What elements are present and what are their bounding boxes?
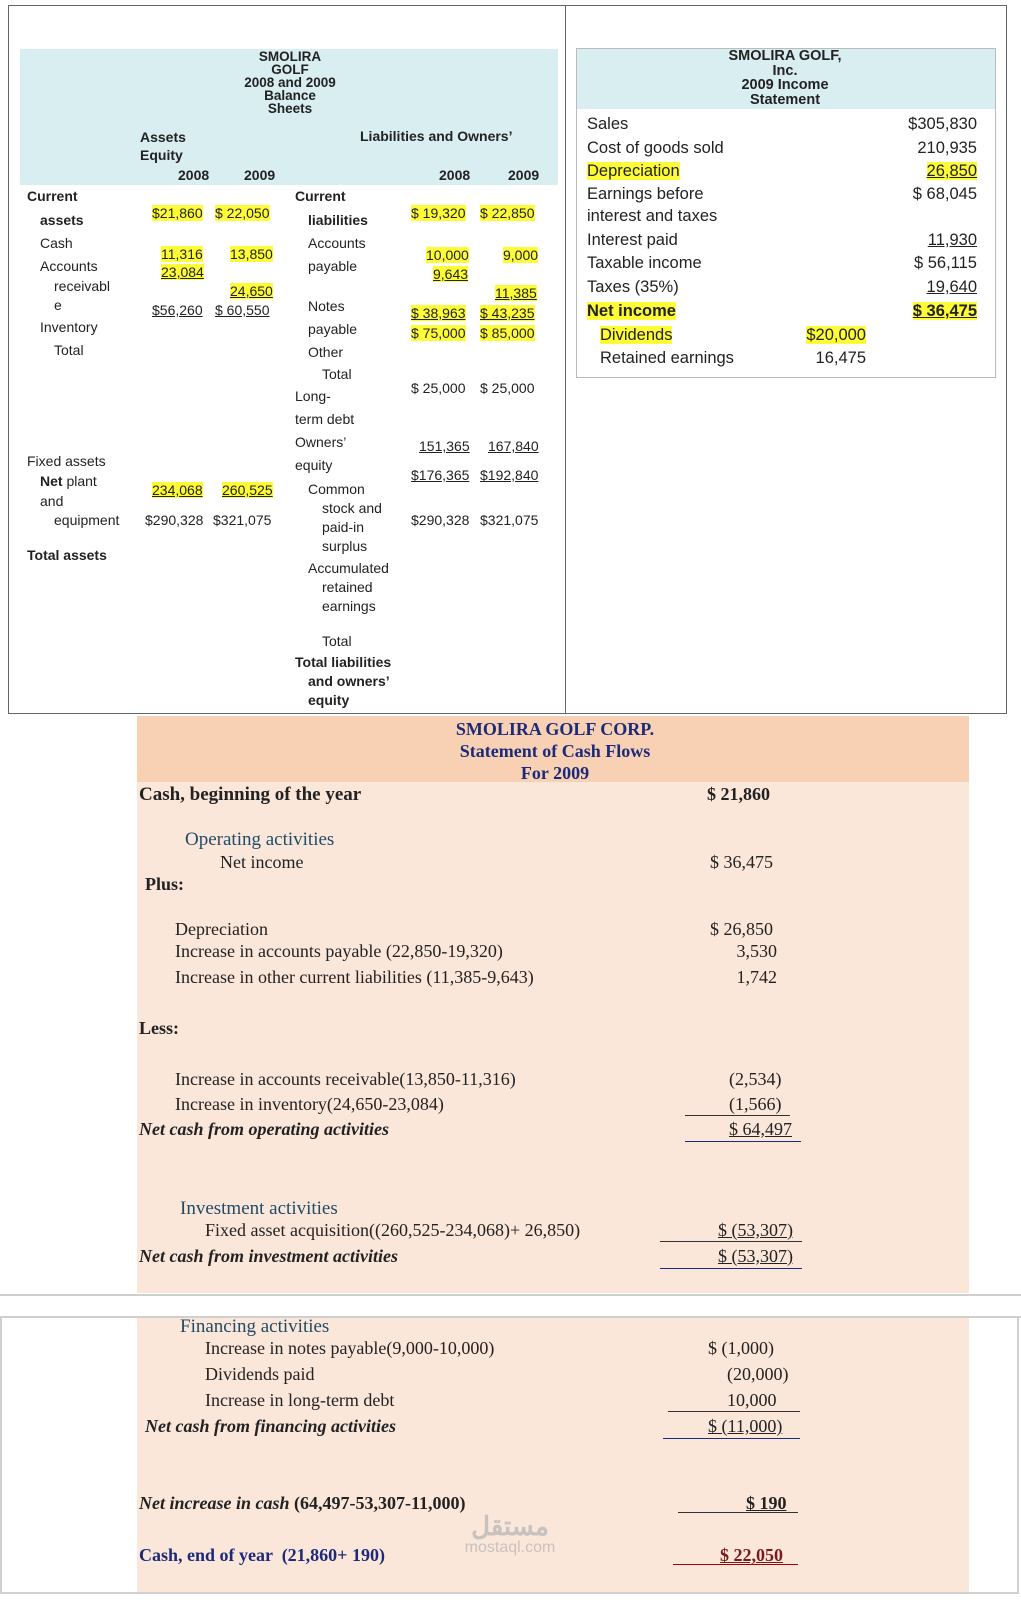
bs-title-1: SMOLIRA	[258, 49, 322, 64]
bs-r-and-owners: and owners’	[308, 673, 390, 689]
cf-plus-label: Plus:	[145, 874, 185, 894]
cf-net-increase-formula: (64,497-53,307-11,000)	[289, 1493, 466, 1513]
separator-band-1	[0, 1294, 1021, 1318]
bs-total-2009: $ 60,550	[215, 302, 270, 318]
bs-np-2008: 10,000	[426, 247, 469, 263]
bs-equipment-label: equipment	[54, 512, 120, 528]
cf-investment-header: Investment activities	[180, 1198, 338, 1219]
is-depreciation-value: 26,850	[926, 162, 977, 180]
is-title-3: 2009 Income	[741, 77, 829, 93]
bs-npe-2008: 234,068	[152, 482, 203, 498]
bs-re-2009: 167,840	[488, 438, 539, 454]
is-dividends-value: $20,000	[806, 326, 866, 344]
cf-cash-end-value: $ 22,050	[720, 1545, 783, 1565]
bs-ap-2009: $ 22,850	[480, 205, 535, 221]
cf-line-4	[660, 1268, 802, 1269]
cf-fixed-asset-value: $ (53,307)	[718, 1220, 793, 1240]
bs-r-total: Total	[322, 366, 352, 382]
cf-net-operating-label: Net cash from operating activities	[139, 1119, 389, 1139]
is-taxes-value: 19,640	[926, 278, 977, 296]
bs-r-total-liab: Total liabilities	[295, 654, 392, 670]
watermark-latin: mostaql.com	[464, 1539, 556, 1556]
bs-year-2008-right: 2008	[439, 167, 471, 183]
is-cogs-value: 210,935	[917, 139, 977, 157]
bs-r-stock-and: stock and	[322, 500, 382, 516]
bs-other-2008: 9,643	[433, 266, 469, 282]
bs-accounts-label: Accounts	[40, 258, 98, 274]
bs-net-plant-label	[40, 473, 97, 489]
bs-r-long: Long-	[295, 388, 331, 404]
bs-r-retained: retained	[322, 579, 373, 595]
bs-year-2009-left: 2009	[244, 167, 276, 183]
cf-cash-end-row	[139, 1545, 385, 1566]
bs-assets-sub-label: assets	[40, 212, 84, 228]
is-ebit-label-2: interest and taxes	[587, 207, 718, 225]
bs-r-accumulated: Accumulated	[308, 560, 389, 576]
is-sales-value: $305,830	[908, 115, 977, 133]
bs-year-2008-left: 2008	[178, 167, 210, 183]
bs-r-term-debt: term debt	[295, 411, 355, 427]
cf-cash-begin-label: Cash, beginning of the year	[139, 784, 362, 805]
cf-depreciation-label: Depreciation	[175, 919, 268, 939]
bs-cash-label: Cash	[40, 235, 73, 251]
bs-npe-2009: 260,525	[222, 482, 273, 498]
bs-ar-2008: 11,316	[161, 246, 203, 262]
is-ebit-value: $ 68,045	[912, 185, 977, 203]
bs-r-accounts: Accounts	[308, 235, 366, 251]
watermark-arabic: مستقل	[471, 1511, 549, 1541]
bs-oe-2009: $192,840	[480, 467, 539, 483]
bs-title-2: GOLF	[271, 62, 309, 77]
bs-r-other: Other	[308, 344, 344, 360]
bs-fixed-assets-label: Fixed assets	[27, 453, 106, 469]
bs-title-3: 2008 and 2009	[244, 75, 336, 90]
cf-title-1: SMOLIRA GOLF CORP.	[455, 719, 655, 739]
is-retained-value: 16,475	[815, 349, 866, 367]
is-title-2: Inc.	[772, 62, 798, 79]
bs-e-label: e	[54, 297, 62, 313]
bs-ta-2008: $290,328	[145, 512, 204, 528]
cf-net-financing-value: $ (11,000)	[708, 1416, 783, 1436]
cf-dividends-value: (20,000)	[727, 1364, 789, 1384]
bs-cash-2009: $ 22,050	[215, 205, 270, 221]
cf-title-2: Statement of Cash Flows	[459, 741, 651, 761]
cf-line-1	[685, 1115, 790, 1116]
cf-net-income-label: Net income	[220, 852, 304, 872]
bs-ltd-2009: $ 85,000	[480, 325, 535, 341]
cf-less-label: Less:	[139, 1018, 179, 1038]
cf-financing-header: Financing activities	[180, 1316, 330, 1337]
bs-net-word: Net	[40, 473, 63, 489]
bs-total-assets-label: Total assets	[27, 547, 107, 563]
cf-ltd-increase-label: Increase in long-term debt	[205, 1390, 395, 1410]
bs-r-equity: equity	[295, 457, 333, 473]
cf-net-income-value: $ 36,475	[710, 852, 773, 872]
bs-r-notes: Notes	[308, 298, 345, 314]
bs-inventory-label: Inventory	[40, 319, 98, 335]
watermark	[440, 1512, 580, 1556]
bs-np-2009: 9,000	[503, 247, 539, 263]
bs-oe-2008: $176,365	[411, 467, 470, 483]
cf-title-3: For 2009	[520, 763, 590, 783]
cf-operating-header: Operating activities	[185, 829, 335, 850]
is-cogs-label: Cost of goods sold	[587, 139, 724, 157]
bs-r-total2: Total	[322, 633, 352, 649]
cf-dividends-label: Dividends paid	[205, 1364, 315, 1384]
bs-r-surplus: surplus	[322, 538, 368, 554]
cf-ar-increase-label: Increase in accounts receivable(13,850-11,316)	[175, 1069, 516, 1089]
bs-inv-2009: 24,650	[230, 283, 273, 299]
cf-line-6	[663, 1438, 800, 1439]
cf-depreciation-value: $ 26,850	[710, 919, 773, 939]
bs-ltotal-2009: $ 43,235	[480, 305, 535, 321]
is-retained-label: Retained earnings	[600, 349, 734, 367]
is-ebit-label-1: Earnings before	[587, 185, 704, 203]
cf-net-financing-label: Net cash from financing activities	[145, 1416, 396, 1436]
cf-net-increase-row	[139, 1493, 465, 1514]
bs-r-current: Current	[295, 188, 346, 204]
bs-r-liabilities: liabilities	[308, 212, 368, 228]
bs-and-label: and	[40, 493, 64, 509]
is-net-income-label: Net income	[587, 302, 676, 320]
bs-receivabl-label: receivabl	[54, 278, 111, 294]
cf-cash-end-formula: (21,860+ 190)	[272, 1545, 385, 1565]
bs-title-5: Sheets	[267, 101, 313, 116]
bs-r-earnings: earnings	[322, 598, 376, 614]
bs-tle-2009: $321,075	[480, 512, 539, 528]
bs-inv-2008: 23,084	[161, 264, 204, 280]
bs-cs-2008: $ 25,000	[411, 380, 466, 396]
cf-line-3	[660, 1241, 802, 1242]
cf-net-investment-value: $ (53,307)	[718, 1246, 793, 1266]
cf-ltd-increase-value: 10,000	[727, 1390, 777, 1410]
bs-ta-2009: $321,075	[213, 512, 272, 528]
is-taxable-value: $ 56,115	[913, 254, 977, 272]
is-taxable-label: Taxable income	[587, 254, 702, 272]
cf-cash-end-label: Cash, end of year	[139, 1545, 273, 1565]
bs-total-2008: $56,260	[152, 302, 203, 318]
bs-tle-2008: $290,328	[411, 512, 470, 528]
bs-ar-2009: 13,850	[230, 246, 273, 262]
bs-current-label: Current	[27, 188, 78, 204]
bs-r-equity2: equity	[308, 692, 350, 708]
bs-title-4: Balance	[264, 88, 316, 103]
is-title-4: Statement	[749, 91, 821, 108]
cf-line-2	[685, 1141, 801, 1142]
bs-r-owners: Owners’	[295, 434, 347, 450]
cf-ocl-increase-value: 1,742	[736, 967, 777, 987]
cf-cash-begin-value: $ 21,860	[707, 784, 770, 804]
bs-year-2009-right: 2009	[508, 167, 540, 183]
cf-inv-increase-value: (1,566)	[729, 1094, 782, 1114]
cf-net-increase-label: Net increase in cash	[139, 1493, 290, 1513]
is-sales-label: Sales	[587, 115, 629, 133]
bs-r-common: Common	[308, 481, 365, 497]
cf-ar-increase-value: (2,534)	[729, 1069, 782, 1089]
is-dividends-label: Dividends	[600, 326, 673, 344]
bs-ltotal-2008: $ 38,963	[411, 305, 466, 321]
cf-inv-increase-label: Increase in inventory(24,650-23,084)	[175, 1094, 444, 1114]
is-net-income-value: $ 36,475	[912, 302, 977, 320]
cf-line-5	[668, 1411, 800, 1412]
is-interest-label: Interest paid	[587, 231, 678, 249]
bs-cs-2009: $ 25,000	[480, 380, 535, 396]
bs-liabilities-header: Liabilities and Owners’	[360, 128, 513, 144]
is-interest-value: 11,930	[927, 231, 977, 249]
cf-np-increase-label: Increase in notes payable(9,000-10,000)	[205, 1338, 495, 1358]
bs-r-payable2: payable	[308, 321, 358, 337]
cf-net-operating-value: $ 64,497	[729, 1119, 792, 1139]
cf-ap-increase-label: Increase in accounts payable (22,850-19,320)	[175, 941, 503, 961]
cf-net-increase-value: $ 190	[746, 1493, 787, 1513]
bs-assets-label: Assets	[140, 129, 186, 145]
bs-ltd-2008: $ 75,000	[411, 325, 466, 341]
bs-total-label: Total	[54, 342, 84, 358]
bs-equity-label: Equity	[140, 147, 183, 163]
is-taxes-label: Taxes (35%)	[587, 278, 679, 296]
cf-net-investment-label: Net cash from investment activities	[139, 1246, 398, 1266]
bs-r-paid-in: paid-in	[322, 519, 365, 535]
cf-ap-increase-value: 3,530	[736, 941, 777, 961]
bs-plant-word: plant	[62, 473, 97, 489]
is-title-1: SMOLIRA GOLF,	[728, 48, 842, 64]
bs-cash-2008: $21,860	[152, 205, 203, 221]
cf-np-increase-value: $ (1,000)	[708, 1338, 774, 1358]
bs-ap-2008: $ 19,320	[411, 205, 466, 221]
bs-re-2008: 151,365	[419, 438, 470, 454]
is-depreciation-label: Depreciation	[587, 162, 680, 180]
bs-other-2009: 11,385	[495, 285, 537, 301]
cf-ocl-increase-label: Increase in other current liabilities (11,385-9,643)	[175, 967, 534, 987]
bs-r-payable: payable	[308, 258, 358, 274]
cf-fixed-asset-label: Fixed asset acquisition((260,525-234,068)+ 26,850)	[205, 1220, 581, 1240]
